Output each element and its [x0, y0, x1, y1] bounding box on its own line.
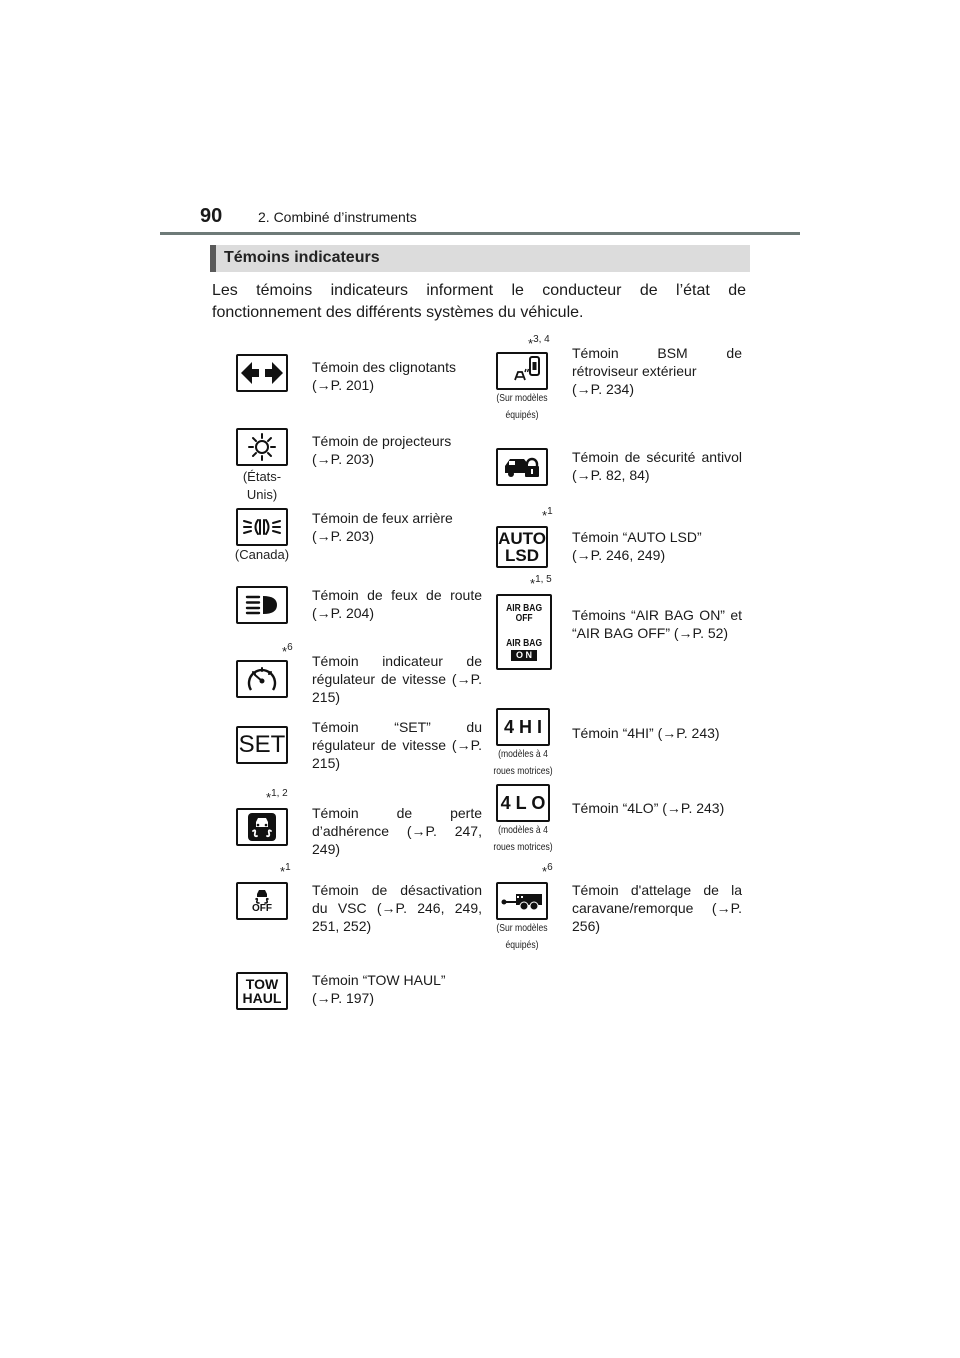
caption-4wd-lo: (modèles à 4 roues motrices): [493, 824, 553, 853]
intro-paragraph: Les témoins indicateurs informent le conducteur de l’état de fonctionnement des différents systèmes du véhicule.: [212, 282, 746, 321]
auto-lsd-icon: AUTO LSD: [496, 526, 548, 568]
header-rule: [160, 232, 800, 235]
caption-bsm-equipped: (Sur modèles équipés): [496, 392, 548, 421]
desc-security: Témoin de sécurité antivol (→P. 82, 84): [572, 449, 742, 483]
caption-4wd-hi: (modèles à 4 roues motrices): [493, 748, 553, 777]
desc-tail-lights: Témoin de feux arrière (→P. 203): [312, 510, 453, 544]
section-title: Témoins indicateurs: [224, 249, 380, 266]
airbag-off-label: AIR BAG OFF: [506, 602, 542, 624]
desc-4hi: Témoin “4HI” (→P. 243): [572, 725, 720, 741]
desc-bsm: Témoin BSM de rétroviseur extérieur (→P. 234): [572, 345, 742, 397]
slip-indicator-icon: [236, 808, 288, 846]
4lo-icon: 4 L O: [496, 784, 550, 822]
desc-airbag: Témoins “AIR BAG ON” et “AIR BAG OFF” (→P. 52): [572, 607, 742, 641]
turn-signal-arrows-icon: [236, 354, 288, 392]
footnote-star-trailer: *$^6$: [542, 862, 553, 879]
section-heading-bar: [210, 245, 750, 272]
desc-cruise-control: Témoin indicateur de régulateur de vitesse (→P. 215): [312, 653, 482, 705]
footnote-star-bsm: *$^{3, 4}$: [528, 334, 550, 351]
trailer-hitch-icon: [496, 882, 548, 920]
vsc-off-icon: OFF: [236, 882, 288, 920]
cruise-control-icon: [236, 660, 288, 698]
airbag-on-label: AIR BAG: [506, 637, 542, 649]
4hi-icon: 4 H I: [496, 708, 550, 746]
airbag-on-badge: O N: [511, 650, 537, 661]
caption-canada: (Canada): [234, 547, 290, 562]
headlight-sun-icon: [236, 428, 288, 466]
desc-set: Témoin “SET” du régulateur de vitesse (→P. 215): [312, 719, 482, 771]
desc-tow-haul: Témoin “TOW HAUL” (→P. 197): [312, 972, 446, 1006]
caption-usa: (États- Unis): [242, 469, 282, 502]
desc-headlights: Témoin de projecteurs (→P. 203): [312, 433, 452, 467]
footnote-star-cruise: *$^6$: [282, 642, 293, 659]
desc-auto-lsd: Témoin “AUTO LSD” (→P. 246, 249): [572, 529, 702, 563]
footnote-star-slip: *$^{1, 2}$: [266, 788, 288, 805]
airbag-on-off-icon: [496, 594, 552, 670]
desc-turn-signal: Témoin des clignotants (→P. 201): [312, 359, 456, 393]
desc-vsc-off: Témoin de désactivation du VSC (→P. 246, 249, 251, 252): [312, 882, 482, 934]
footnote-star-lsd: *$^1$: [542, 506, 553, 523]
section-accent: [210, 245, 216, 272]
tail-lights-icon: [236, 508, 288, 546]
desc-high-beam: Témoin de feux de route (→P. 204): [312, 587, 482, 621]
desc-4lo: Témoin “4LO” (→P. 243): [572, 800, 725, 816]
high-beam-icon: [236, 586, 288, 624]
tow-haul-icon: TOW HAUL: [236, 972, 288, 1010]
bsm-mirror-icon: [496, 352, 548, 390]
footnote-star-vsc: *$^1$: [280, 862, 291, 879]
footnote-star-airbag: *$^{1, 5}$: [530, 574, 552, 591]
page-number: 90: [200, 205, 223, 227]
desc-trailer: Témoin d'attelage de la caravane/remorque (→P. 256): [572, 882, 742, 934]
desc-slip: Témoin de perte d’adhérence (→P. 247, 249): [312, 805, 482, 857]
caption-trailer-equipped: (Sur modèles équipés): [496, 922, 548, 951]
security-car-lock-icon: [496, 448, 548, 486]
set-text-icon: SET: [236, 726, 288, 764]
chapter-title: 2. Combiné d’instruments: [258, 209, 417, 225]
